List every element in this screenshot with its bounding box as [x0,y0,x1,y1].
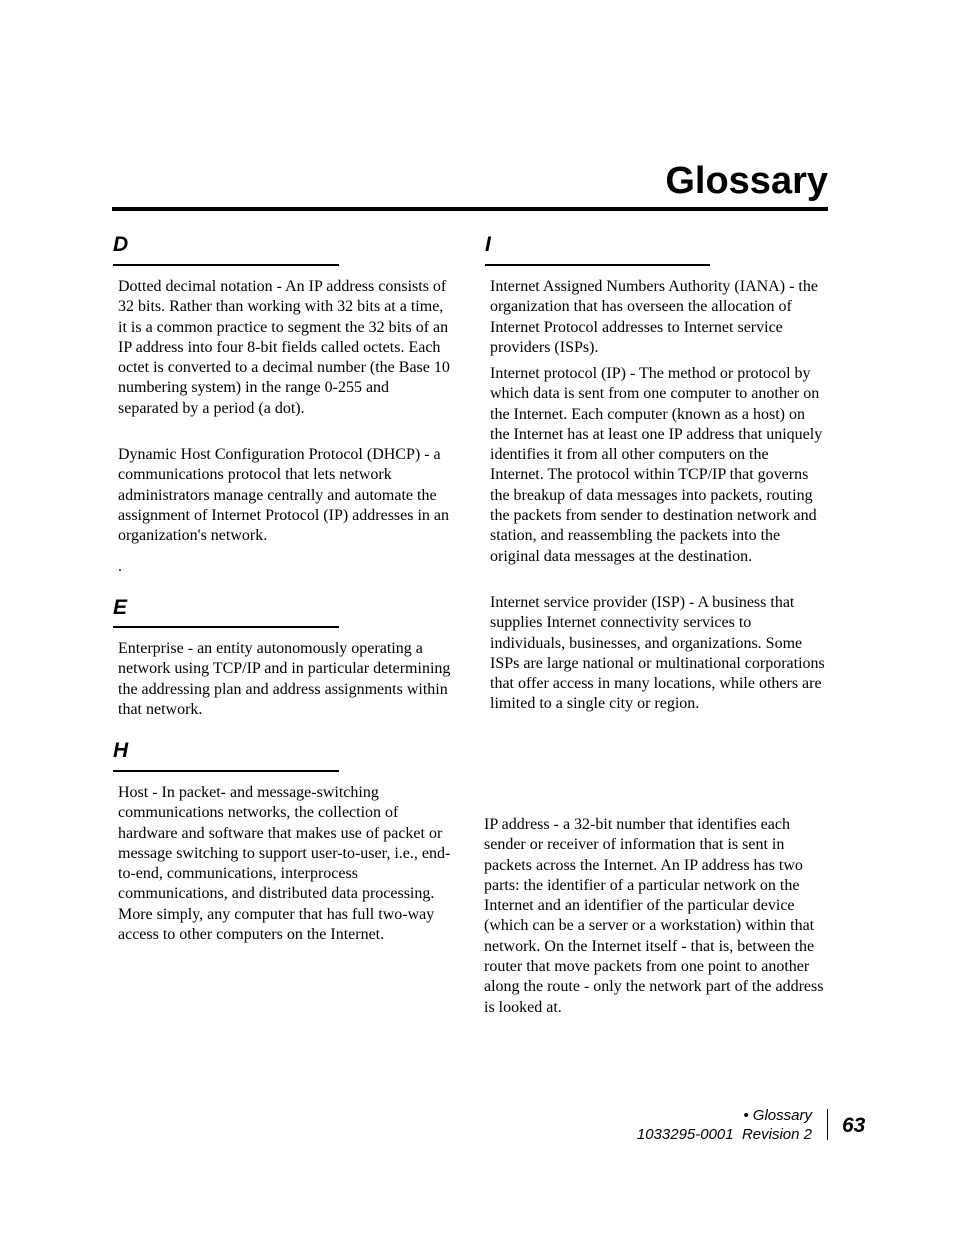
glossary-entry-ip-address: IP address - a 32-bit number that identifies each sender or receiver of information that is sent in packets across the Internet. An IP address has two parts: the identifier of a particular network on the Internet and an identifier of the particular device (which can be a server or a workstation) within that network. On the Internet itself - that is, between the router that move packets from one point to another along the route - only the network part of the address is looked at. [484,816,824,1016]
section-letter-i: I [485,233,491,256]
section-rule-e [113,626,339,628]
section-rule-d [113,264,339,266]
section-letter-e: E [113,596,128,619]
footer-divider [827,1109,828,1140]
glossary-entry-dotted-decimal: Dotted decimal notation - An IP address consists of 32 bits. Rather than working with 32 bits at a time, it is a common practice to segment the 32 bits of an IP address into four 8-bit fields called octets. Each octet is converted to a decimal number (the Base 10 numbering system) in the range 0-255 and separated by a period (a dot). [118,278,450,417]
glossary-entry-dhcp: Dynamic Host Configuration Protocol (DHCP) - a communications protocol that lets network administrators manage centrally and automate the assignment of Internet Protocol (IP) addresses in an organization's network. [118,446,450,545]
glossary-entry-enterprise: Enterprise - an entity autonomously operating a network using TCP/IP and in particular determining the addressing plan and address assignments within that network. [118,640,451,718]
glossary-entry-isp: Internet service provider (ISP) - A business that supplies Internet connectivity services to individuals, businesses, and organizations. Some ISPs are large national or multinational corporations that offer access in many locations, while others are limited to a single city or region. [490,594,825,713]
section-rule-i [485,264,710,266]
glossary-entry-host: Host - In packet- and message-switching communications networks, the collection of hardware and software that makes use of packet or message switching to support user-to-user, i.e., end-to-end, communications, interprocess communications, and distributed data processing. More simply, any computer that has full two-way access to other computers on the Internet. [118,784,451,944]
page-title: Glossary [665,160,828,202]
footer-doc-revision: 1033295-0001 Revision 2 [636,1126,812,1143]
title-rule [112,207,828,211]
section-letter-h: H [113,739,129,762]
glossary-entry-iana: Internet Assigned Numbers Authority (IANA) - the organization that has overseen the allocation of Internet Protocol addresses to Internet service providers (ISPs). [490,278,818,356]
stray-period: . [118,558,122,575]
section-letter-d: D [113,233,129,256]
footer-section: • Glossary [743,1107,812,1124]
glossary-entry-internet-protocol: Internet protocol (IP) - The method or protocol by which data is sent from one computer to another on the Internet. Each computer (known as a host) on the Internet has at least one IP address that uniquely identifies it from all other computers on the Internet. The protocol within TCP/IP that governs the breakup of data messages into packets, routing the packets from sender to destination network and station, and reassembling the packets into the original data messages at the destination. [490,365,823,565]
page-number: 63 [842,1114,866,1137]
section-rule-h [113,770,339,772]
